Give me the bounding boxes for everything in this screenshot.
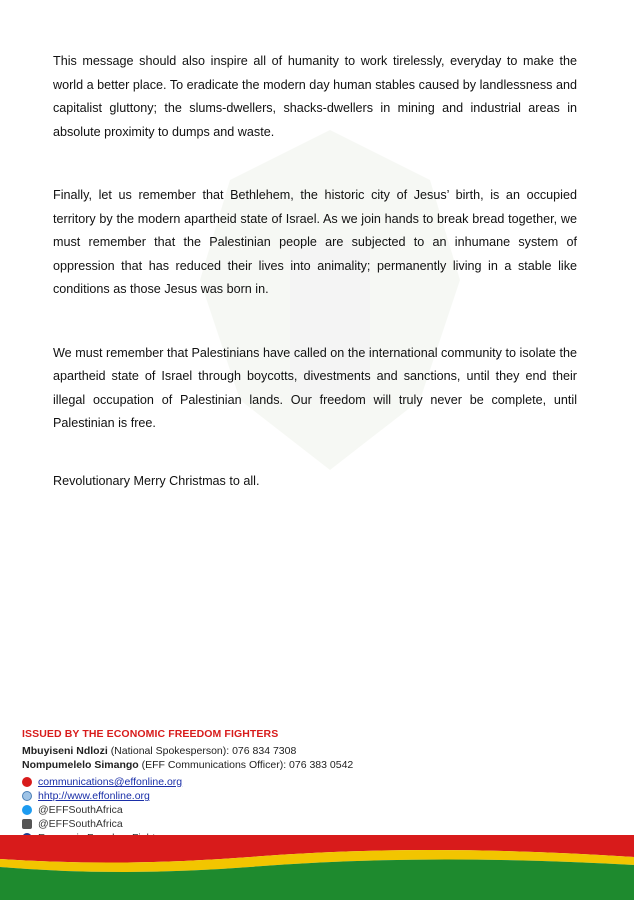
email-link[interactable]: communications@effonline.org	[38, 776, 183, 788]
contact-spokesperson	[22, 744, 622, 758]
paragraph-humanity: This message should also inspire all of humanity to work tirelessly, everyday to make the world a better place. To eradicate the modern day human stables caused by landlessness and capitalist gluttony; the slums-dwellers, shacks-dwellers in mining and industrial areas in absolute proximity to dumps and waste.	[53, 54, 577, 139]
body-text	[53, 50, 577, 493]
press-footer	[22, 728, 622, 845]
contact-name: Mbuyiseni Ndlozi	[22, 745, 108, 757]
contact-role: (EFF Communications Officer): 076 383 0542	[141, 759, 354, 771]
contact-name: Nompumelelo Simango	[22, 759, 139, 771]
email-row	[22, 775, 622, 789]
twitter-row	[22, 803, 622, 817]
website-row	[22, 789, 622, 803]
paragraph-palestinians: We must remember that Palestinians have called on the international community to isolate the apartheid state of Israel through boycotts, divestments and sanctions, until they end their illegal occupation of Palestinian lands. Our freedom will truly never be complete, until Palestinian is free.	[53, 345, 577, 430]
paragraph-bethlehem: Finally, let us remember that Bethlehem, the historic city of Jesus’ birth, is an occupied territory by the modern apartheid state of Israel. As we join hands to break bread together, we must remember that the Palestinian people are subjected to an inhumane system of oppression that has reduced their lives into animality; permanently living in a stable like conditions as those Jesus was born in.	[53, 188, 577, 296]
issued-by-heading: ISSUED BY THE ECONOMIC FREEDOM FIGHTERS	[22, 728, 279, 740]
twitter-handle[interactable]: @EFFSouthAfrica	[38, 804, 123, 816]
instagram-row	[22, 817, 622, 831]
email-icon	[22, 777, 32, 787]
website-link[interactable]: hhtp://www.effonline.org	[38, 790, 150, 802]
flag-color-bands	[0, 835, 634, 900]
twitter-icon	[22, 805, 32, 815]
contact-communications-officer	[22, 758, 622, 772]
contact-role: (National Spokesperson): 076 834 7308	[110, 745, 297, 757]
instagram-handle[interactable]: @EFFSouthAfrica	[38, 818, 123, 830]
globe-icon	[22, 791, 32, 801]
instagram-icon	[22, 819, 32, 829]
closing-line: Revolutionary Merry Christmas to all.	[53, 473, 260, 488]
